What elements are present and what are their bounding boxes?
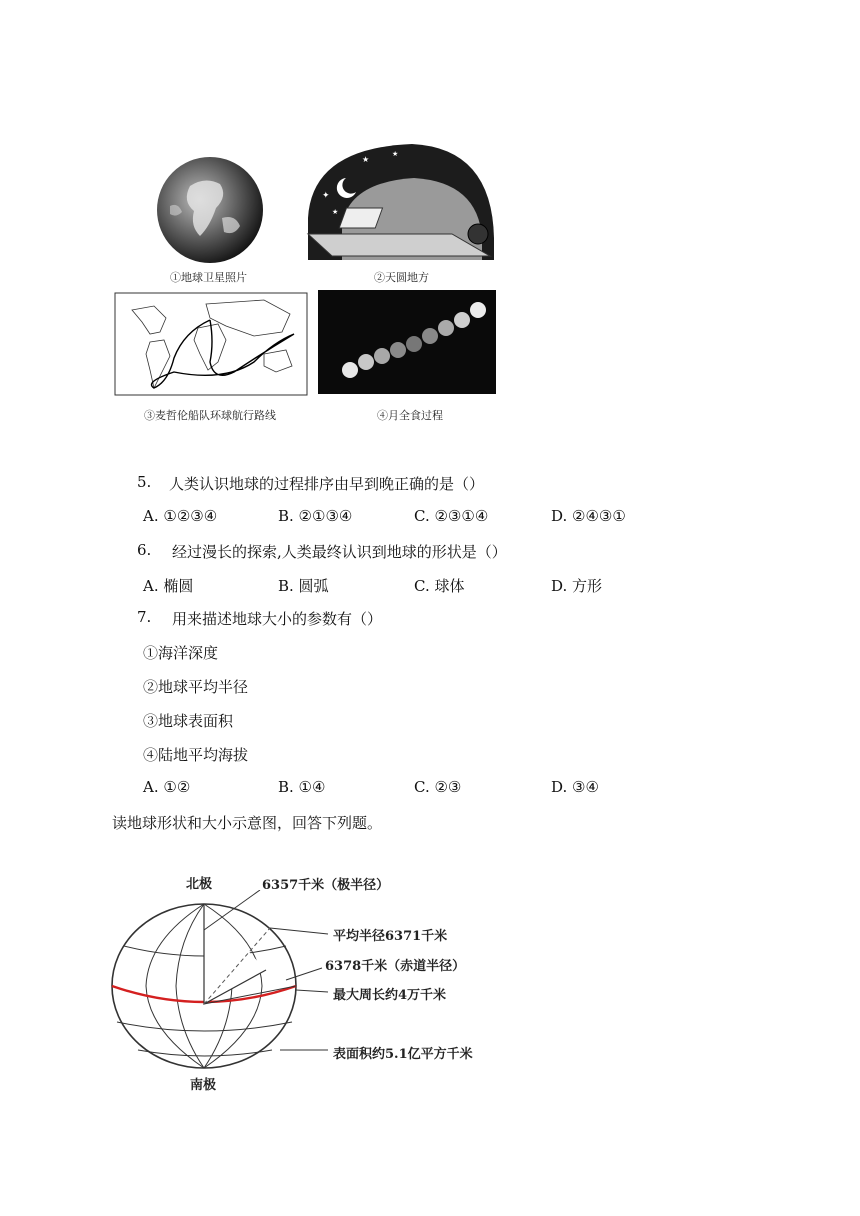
question-number: 6. [137,541,152,559]
option-a[interactable]: A. ①② [143,778,191,796]
statement-item: ①海洋深度 [143,644,219,662]
reading-intro: 读地球形状和大小示意图，回答下列题。 [112,814,383,832]
option-b[interactable]: B. ②①③④ [278,507,353,525]
round-sky-square-earth-image [302,138,498,266]
equatorial-radius-label: 6378千米（赤道半径） [325,959,466,974]
option-d[interactable]: D. ③④ [551,778,599,796]
option-a[interactable]: A. 椭圆 [143,577,194,595]
option-d[interactable]: D. 方形 [551,577,603,595]
caption-2: ②天圆地方 [374,271,429,284]
caption-1: ①地球卫星照片 [170,271,247,284]
option-a[interactable]: A. ①②③④ [143,507,218,525]
svg-text:★: ★ [362,155,370,164]
question-text: 经过漫长的探索,人类最终认识到地球的形状是（） [172,543,507,561]
option-c[interactable]: C. ②③①④ [414,507,489,525]
svg-text:★: ★ [332,208,339,216]
question-text: 用来描述地球大小的参数有（） [172,610,383,628]
question-text: 人类认识地球的过程排序由早到晚正确的是（） [169,475,485,493]
caption-4: ④月全食过程 [377,409,443,422]
option-d[interactable]: D. ②④③① [551,507,626,525]
north-pole-label: 北极 [186,877,213,892]
question-number: 7. [137,608,152,626]
mean-radius-label: 平均半径6371千米 [333,929,448,944]
statement-item: ②地球平均半径 [143,678,249,696]
magellan-route-map [114,292,308,396]
option-c[interactable]: C. ②③ [414,778,462,796]
svg-text:✦: ✦ [322,191,330,201]
statement-item: ③地球表面积 [143,712,234,730]
question-number: 5. [137,473,152,491]
lunar-eclipse-image [318,290,496,394]
option-b[interactable]: B. ①④ [278,778,326,796]
statement-item: ④陆地平均海拔 [143,746,249,764]
caption-3: ③麦哲伦船队环球航行路线 [144,409,276,422]
globe-drawing [108,890,338,1080]
max-circumference-label: 最大周长约4万千米 [333,988,447,1003]
svg-text:★: ★ [392,150,399,158]
option-c[interactable]: C. 球体 [414,577,465,595]
option-b[interactable]: B. 圆弧 [278,577,329,595]
surface-area-label: 表面积约5.1亿平方千米 [333,1047,473,1062]
polar-radius-label: 6357千米（极半径） [262,878,390,893]
earth-satellite-photo [150,156,270,264]
south-pole-label: 南极 [190,1078,217,1093]
